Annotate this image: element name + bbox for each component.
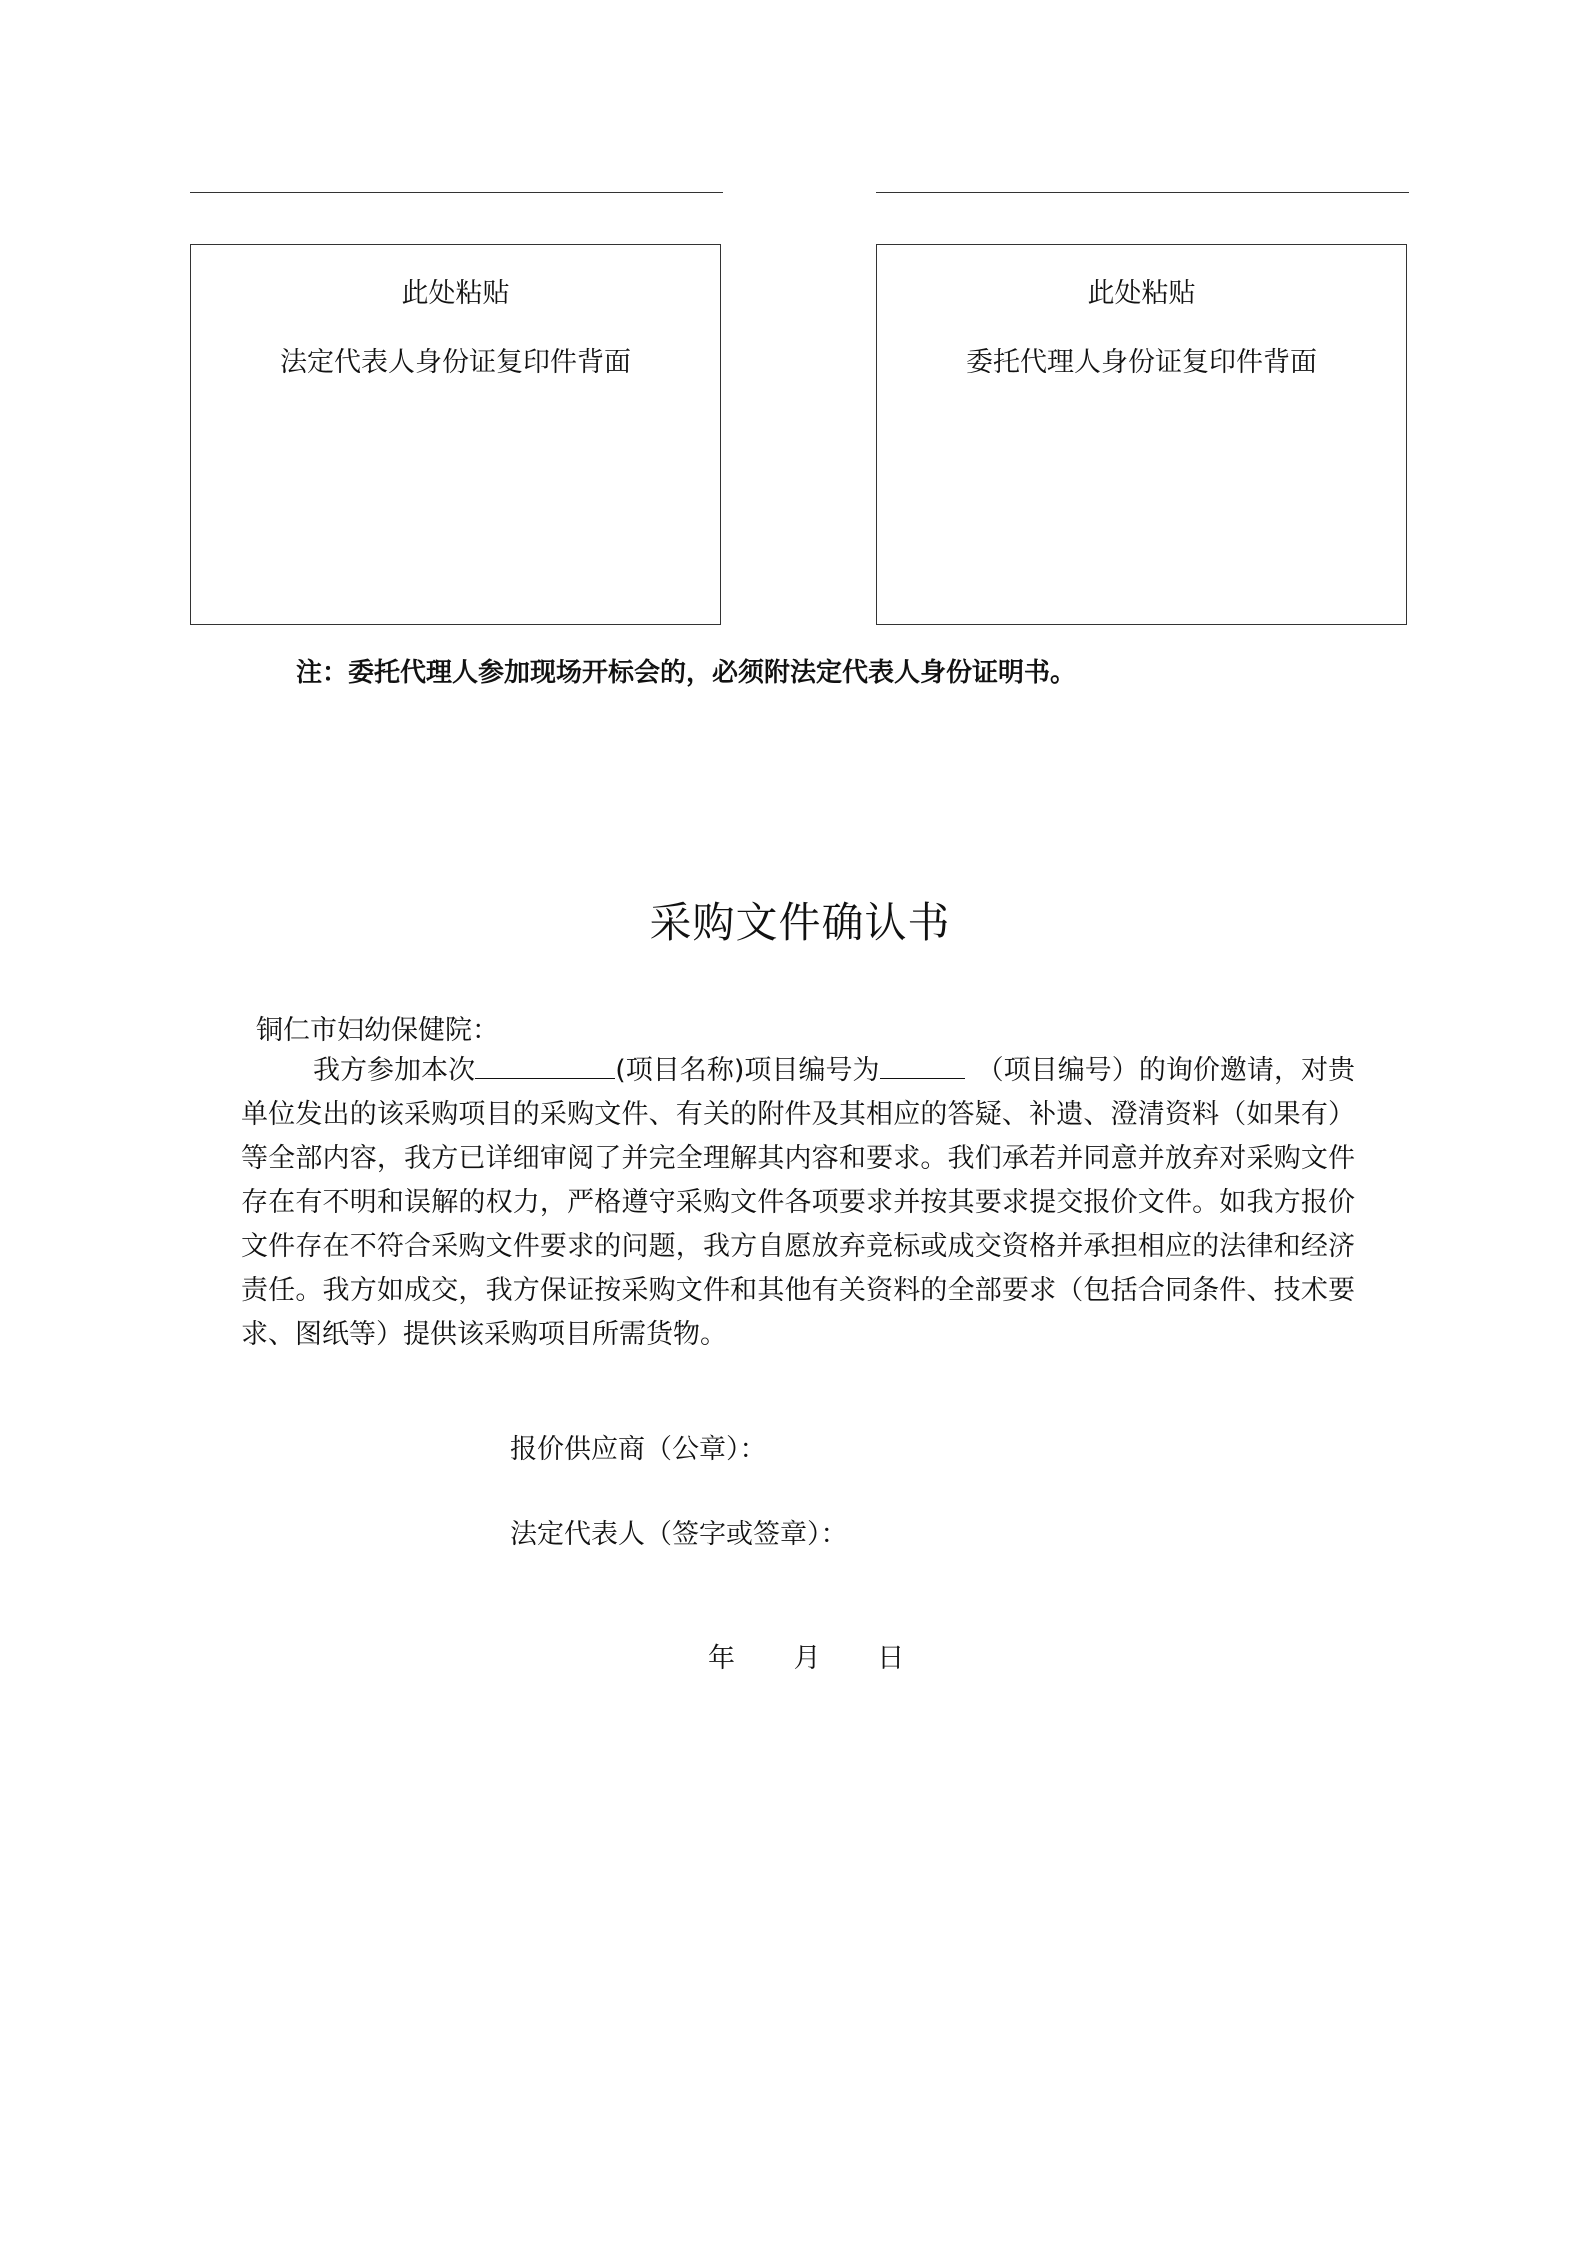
document-title: 采购文件确认书 [649,898,951,947]
addressee: 铜仁市妇幼保健院： [256,1015,499,1046]
legal-rep-id-back-label: 法定代表人身份证复印件背面 [280,347,631,378]
agent-id-back-label: 委托代理人身份证复印件背面 [966,347,1317,378]
paste-here-label: 此处粘贴 [401,278,510,309]
supplier-seal-label: 报价供应商（公章）： [510,1434,767,1465]
top-rule-right [876,192,1409,193]
date-day: 日 [877,1643,905,1674]
date-month: 月 [793,1643,821,1674]
paragraph-main: 的询价邀请，对贵单位发出的该采购项目的采购文件、有关的附件及其相应的答疑、补遗、澄清资料（如果有）等全部内容，我方已详细审阅了并完全理解其内容和要求。我们承若并同意并放弃对采购文件存在有不明和误解的权力，严格遵守采购文件各项要求并按其要求提交报价文件。如我方报价文件存在不符合采购文件要求的问题，我方自愿放弃竞标或成交资格并承担相应的法律和经济责任。我方如成交，我方保证按采购文件和其他有关资料的全部要求（包括合同条件、技术要求、图纸等）提供该采购项目所需货物。 [241,1055,1356,1350]
paste-here-label: 此处粘贴 [1087,278,1196,309]
attendance-note: 注：委托代理人参加现场开标会的，必须附法定代表人身份证明书。 [296,658,1077,688]
project-name-label: (项目名称)项目编号为 [615,1055,880,1086]
project-name-blank[interactable] [475,1050,615,1079]
confirmation-paragraph [241,1049,1355,1357]
project-code-blank[interactable] [880,1050,965,1079]
date-year: 年 [708,1643,735,1674]
paragraph-intro: 我方参加本次 [313,1055,476,1086]
project-code-label: （项目编号） [976,1055,1139,1086]
legal-rep-signature-label: 法定代表人（签字或签章）： [510,1519,848,1550]
agent-id-back-box [876,244,1407,625]
legal-rep-id-back-box [190,244,721,625]
top-rule-left [190,192,723,193]
date-line [708,1636,904,1675]
